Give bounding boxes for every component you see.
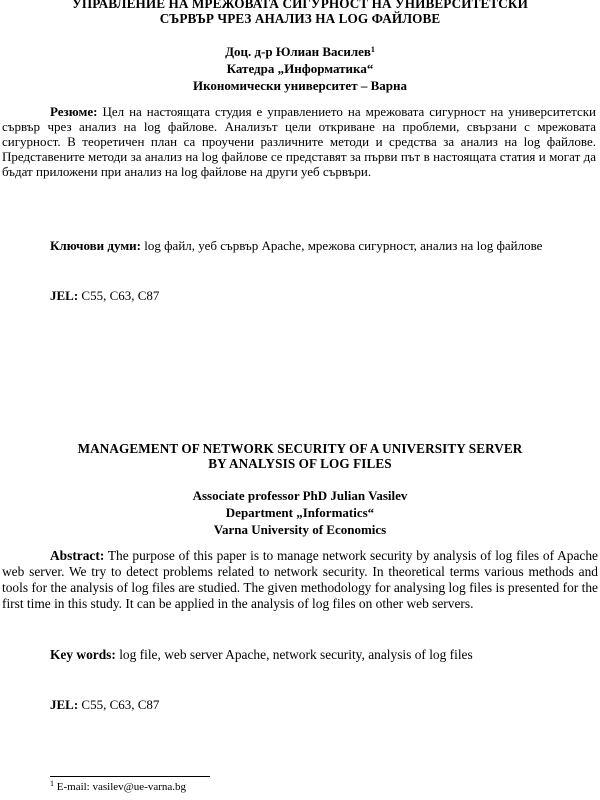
footnote-email[interactable]: E-mail: vasilev@ue-varna.bg <box>56 781 186 793</box>
abstract-text-bulgarian: Цел на настоящата студия е управлението на мрежовата сигурност на университетски сървър чрез анализ на log файлове. Анализът цели откриване на проблеми, свързани с мрежовата сигурност. В теоретичен план са проучени различните методи и средства за анализ на log файлове. Представените методи за анализ на log файлове се представят за първи път в настоящата статия и могат да бъдат приложени при анализ на log файлове на други уеб сървъри. <box>2 104 597 179</box>
title-bulgarian-line-1: УПРАВЛЕНИЕ НА МРЕЖОВАТА СИГУРНОСТ НА УНИВЕРСИТЕТСКИ <box>72 0 528 11</box>
university-english: Varna University of Economics <box>213 522 387 537</box>
department-bulgarian: Катедра „Информатика“ <box>226 61 374 76</box>
abstract-label-english: Abstract: <box>50 548 105 563</box>
university-bulgarian: Икономически университет – Варна <box>193 78 407 93</box>
title-bulgarian <box>0 0 600 26</box>
abstract-bulgarian <box>2 104 596 179</box>
jel-codes-bulgarian: C55, C63, C87 <box>81 288 160 303</box>
jel-bulgarian <box>50 288 159 304</box>
title-bulgarian-line-2: СЪРВЪР ЧРЕЗ АНАЛИЗ НА LOG ФАЙЛОВЕ <box>159 11 441 26</box>
keywords-label-bulgarian: Ключови думи: <box>50 238 142 253</box>
footnote-number: 1 <box>50 779 54 788</box>
keywords-label-english: Key words: <box>50 647 116 662</box>
jel-label-english: JEL: <box>50 697 79 712</box>
title-english-line-2: BY ANALYSIS OF LOG FILES <box>208 456 392 471</box>
title-english-line-1: MANAGEMENT OF NETWORK SECURITY OF A UNIVERSITY SERVER <box>77 441 523 456</box>
jel-label-bulgarian: JEL: <box>50 288 79 303</box>
author-name-text: Доц. д-р Юлиан Василев <box>225 44 371 59</box>
author-block-english <box>0 487 600 538</box>
footnote <box>50 781 186 793</box>
keywords-text-english: log file, web server Apache, network security, analysis of log files <box>119 647 473 662</box>
abstract-english <box>2 548 598 612</box>
abstract-text-english: The purpose of this paper is to manage network security by analysis of log files of Apache web server. We try to detect problems related to network security. In theoretical terms various methods and tools for the analysis of log files are studied. The given methodology for analysing log files is presented for the first time in this study. It can be applied in the analysis of log files on other web servers. <box>2 548 598 611</box>
keywords-english <box>2 647 598 663</box>
author-name-bulgarian <box>0 43 600 60</box>
footnote-divider <box>50 776 210 777</box>
jel-codes-english: C55, C63, C87 <box>81 697 160 712</box>
keywords-bulgarian <box>2 238 596 253</box>
author-name-english: Associate professor PhD Julian Vasilev <box>192 488 408 503</box>
department-english: Department „Informatics“ <box>225 505 375 520</box>
author-block-bulgarian <box>0 43 600 94</box>
footnote-marker: 1 <box>370 45 375 54</box>
title-english <box>0 441 600 471</box>
abstract-label-bulgarian: Резюме: <box>50 104 98 119</box>
keywords-text-bulgarian: log файл, уеб сървър Apache, мрежова сигурност, анализ на log файлове <box>144 238 543 253</box>
jel-english <box>50 697 159 713</box>
